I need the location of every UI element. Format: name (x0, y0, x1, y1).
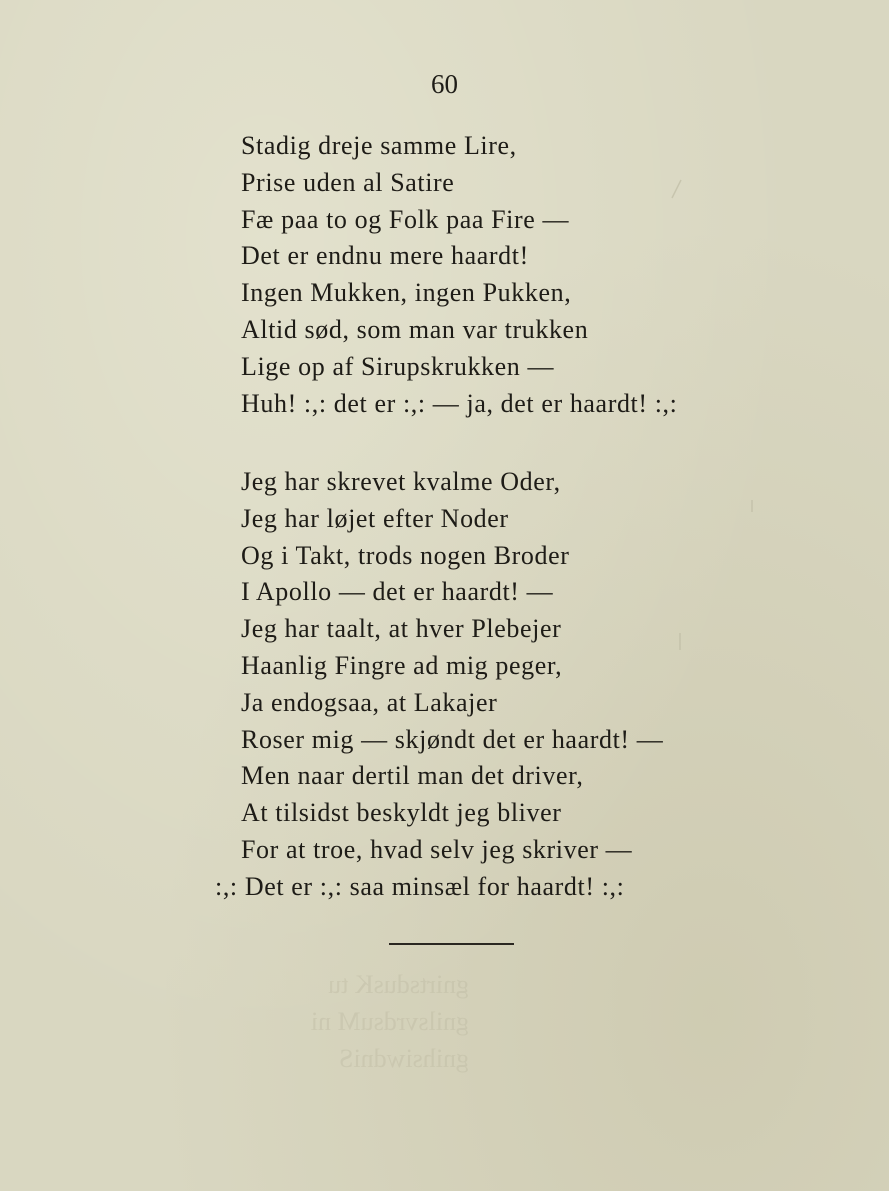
verse-line: Og i Takt, trods nogen Broder (241, 540, 570, 570)
verse-line: Roser mig — skjøndt det er haardt! — (241, 724, 664, 754)
verse-line: I Apollo — det er haardt! — (241, 577, 554, 607)
verse-line: Jeg har taalt, at hver Plebejer (241, 614, 562, 644)
stanza-1 (0, 128, 677, 422)
svg-text:gnirtsdusK tu: gnirtsdusK tu (328, 970, 469, 999)
verse-line: Altid sød, som man var trukken (241, 314, 589, 344)
stanza-2 (0, 464, 663, 906)
refrain-line: Huh! :,: det er :,: — ja, det er haardt! :,: (241, 388, 678, 418)
svg-text:gnihsiwdniS: gnihsiwdniS (338, 1044, 469, 1073)
verse-line: Det er endnu mere haardt! (241, 241, 529, 271)
end-rule (389, 943, 514, 945)
verse-line: Lige op af Sirupskrukken — (241, 351, 555, 381)
verse-line: Men naar dertil man det driver, (241, 761, 584, 791)
verse-line: Jeg har løjet efter Noder (241, 503, 509, 533)
refrain-line: :,: Det er :,: saa minsæl for haardt! :,: (215, 871, 625, 901)
verse-line: Prise uden al Satire (241, 167, 455, 197)
verse-line: Ja endogsaa, at Lakajer (241, 687, 498, 717)
page-number: 60 (431, 69, 458, 99)
verse-line: Jeg har skrevet kvalme Oder, (241, 467, 561, 496)
verse-line: For at troe, hvad selv jeg skriver — (241, 834, 633, 864)
verse-line: Ingen Mukken, ingen Pukken, (241, 278, 572, 308)
verse-line: At tilsidst beskyldt jeg bliver (241, 798, 562, 828)
verse-line: Stadig dreje samme Lire, (241, 131, 517, 160)
verse-line: Fæ paa to og Folk paa Fire — (241, 204, 570, 234)
verse-line: Haanlig Fingre ad mig peger, (241, 650, 563, 680)
svg-text:gnilsvrdsuM ni: gnilsvrdsuM ni (310, 1007, 469, 1036)
